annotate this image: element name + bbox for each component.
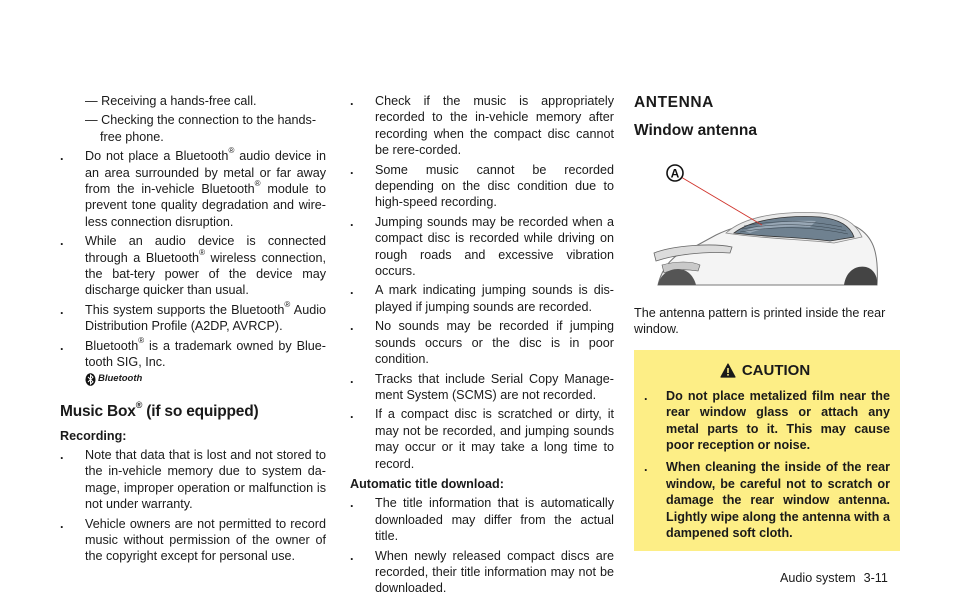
bluetooth-logo: [85, 373, 326, 387]
list-item: . Do not place a Bluetooth® audio device in an area surrounded by metal or far away from the in-vehicle Bluetooth® module to prevent tone quality degradation and wire-less connection disruption.: [60, 146, 326, 229]
car-rear-illustration: [634, 147, 900, 295]
caution-item: . Do not place metalized film near the rear window glass or attach any metal parts to it. This may cause poor reception or noise.: [644, 388, 890, 453]
caution-text: When cleaning the inside of the rear window, be careful not to scratch or damage the rear window antenna. Lightly wipe along the antenna with a dampened soft cloth.: [666, 460, 890, 541]
list-item: . The title information that is automatically downloaded may differ from the actual title.: [350, 496, 614, 544]
bullet-text: Jumping sounds may be recorded when a compact disc is recorded while driving on rough roads and excessive vibration occurs.: [375, 214, 614, 279]
caution-text: Do not place metalized film near the rear window glass or attach any metal parts to it. This may cause poor reception or noise.: [666, 388, 890, 453]
list-item: . Bluetooth® is a trademark owned by Blue-tooth SIG, Inc.: [60, 335, 326, 370]
callout-a-label: A: [670, 166, 680, 181]
list-item: . Jumping sounds may be recorded when a compact disc is recorded while driving on rough roads and excessive vibration occurs.: [350, 214, 614, 279]
caution-header: [640, 362, 890, 380]
bullet-text: Check if the music is appropriately recorded to the in-vehicle memory after recording when the compact disc cannot be rere-corded.: [375, 94, 614, 158]
rear-window-antenna-illustration: [634, 147, 900, 295]
bluetooth-icon: [85, 373, 96, 386]
list-item: [60, 112, 326, 145]
bullet-text: Do not place a Bluetooth® audio device in an area surrounded by metal or far away from the in-vehicle Bluetooth® module to prevent tone quality degradation and wire-less connection disruption.: [85, 146, 326, 229]
column-right: [634, 93, 900, 551]
list-item: . When newly released compact discs are recorded, their title information may not be downloaded.: [350, 548, 614, 596]
list-item: . This system supports the Bluetooth® Audio Distribution Profile (A2DP, AVRCP).: [60, 299, 327, 334]
bullet-text: No sounds may be recorded if jumping sounds occurs or the disc is in poor condition.: [375, 319, 614, 367]
bullet-text: A mark indicating jumping sounds is dis-played if jumping sounds are recorded.: [375, 283, 614, 314]
bullet-text: When newly released compact discs are recorded, their title information may not be downloaded.: [375, 548, 614, 596]
list-item: . No sounds may be recorded if jumping sounds occurs or the disc is in poor condition.: [350, 319, 614, 367]
bullet-text: The title information that is automatically downloaded may differ from the actual title.: [375, 496, 614, 544]
bullet-text: Tracks that include Serial Copy Manage-ment System (SCMS) are not recorded.: [375, 371, 614, 402]
list-item: . While an audio device is connected through a Bluetooth® wireless connection, the bat-tery power of the device may discharge quicker than usual.: [60, 234, 326, 298]
section-heading: ANTENNA: [634, 94, 714, 111]
bullet-text: Some music cannot be recorded depending on the disc condition due to high-speed recording.: [375, 162, 614, 210]
bullet-text: Note that data that is lost and not stored to the in-vehicle memory due to system da-mage, improper operation or malfunction is not under warranty.: [85, 447, 326, 512]
bullet-text: This system supports the Bluetooth® Audio Distribution Profile (A2DP, AVRCP).: [85, 299, 327, 334]
caution-box: [634, 350, 900, 552]
caution-title: CAUTION: [741, 361, 811, 379]
column-left: [60, 93, 326, 568]
column-middle: [350, 93, 614, 600]
bullet-text: While an audio device is connected through a Bluetooth® wireless connection, the bat-tery power of the device may discharge quicker than usual.: [85, 234, 326, 298]
list-item: — Receiving a hands-free call.: [85, 94, 257, 108]
subheading: Recording:: [60, 428, 127, 443]
list-item: . If a compact disc is scratched or dirty, it may not be recorded, and jumping sounds may occur or it may take a long time to record.: [350, 407, 614, 471]
footer-section: Audio system: [780, 571, 856, 585]
page-footer: [780, 570, 888, 586]
bluetooth-logo-text: Bluetooth: [98, 373, 143, 385]
list-item: . Some music cannot be recorded depending on the disc condition due to high-speed recording.: [350, 162, 614, 210]
list-item: . Note that data that is lost and not stored to the in-vehicle memory due to system da-mage, improper operation or malfunction is not under warranty.: [60, 447, 326, 512]
warning-triangle-icon: [720, 363, 736, 378]
list-item-line: free phone.: [100, 129, 164, 144]
caution-item: . When cleaning the inside of the rear window, be careful not to scratch or damage the rear window antenna. Lightly wipe along the antenna with a dampened soft cloth.: [644, 460, 890, 541]
section-heading: Music Box® (if so equipped): [60, 399, 259, 420]
figure-caption: The antenna pattern is printed inside the rear window.: [634, 306, 886, 337]
bullet-text: If a compact disc is scratched or dirty, it may not be recorded, and jumping sounds may occur or it may take a long time to record.: [375, 407, 614, 471]
bullet-text: Bluetooth® is a trademark owned by Blue-tooth SIG, Inc.: [85, 335, 326, 370]
list-item-line: — Checking the connection to the hands-: [85, 113, 317, 128]
bullet-text: Vehicle owners are not permitted to record music without permission of the owner of the copyright except for personal use.: [85, 516, 326, 564]
subheading: Automatic title download:: [350, 476, 504, 491]
subsection-heading: Window antenna: [634, 122, 757, 139]
list-item: . Vehicle owners are not permitted to record music without permission of the owner of the copyright except for personal use.: [60, 516, 326, 564]
list-item: . Tracks that include Serial Copy Manage-ment System (SCMS) are not recorded.: [350, 371, 614, 402]
list-item: . Check if the music is appropriately recorded to the in-vehicle memory after recording when the compact disc cannot be rere-corded.: [350, 94, 614, 158]
list-item: . A mark indicating jumping sounds is dis-played if jumping sounds are recorded.: [350, 283, 614, 314]
page-number: 3-11: [863, 571, 888, 585]
